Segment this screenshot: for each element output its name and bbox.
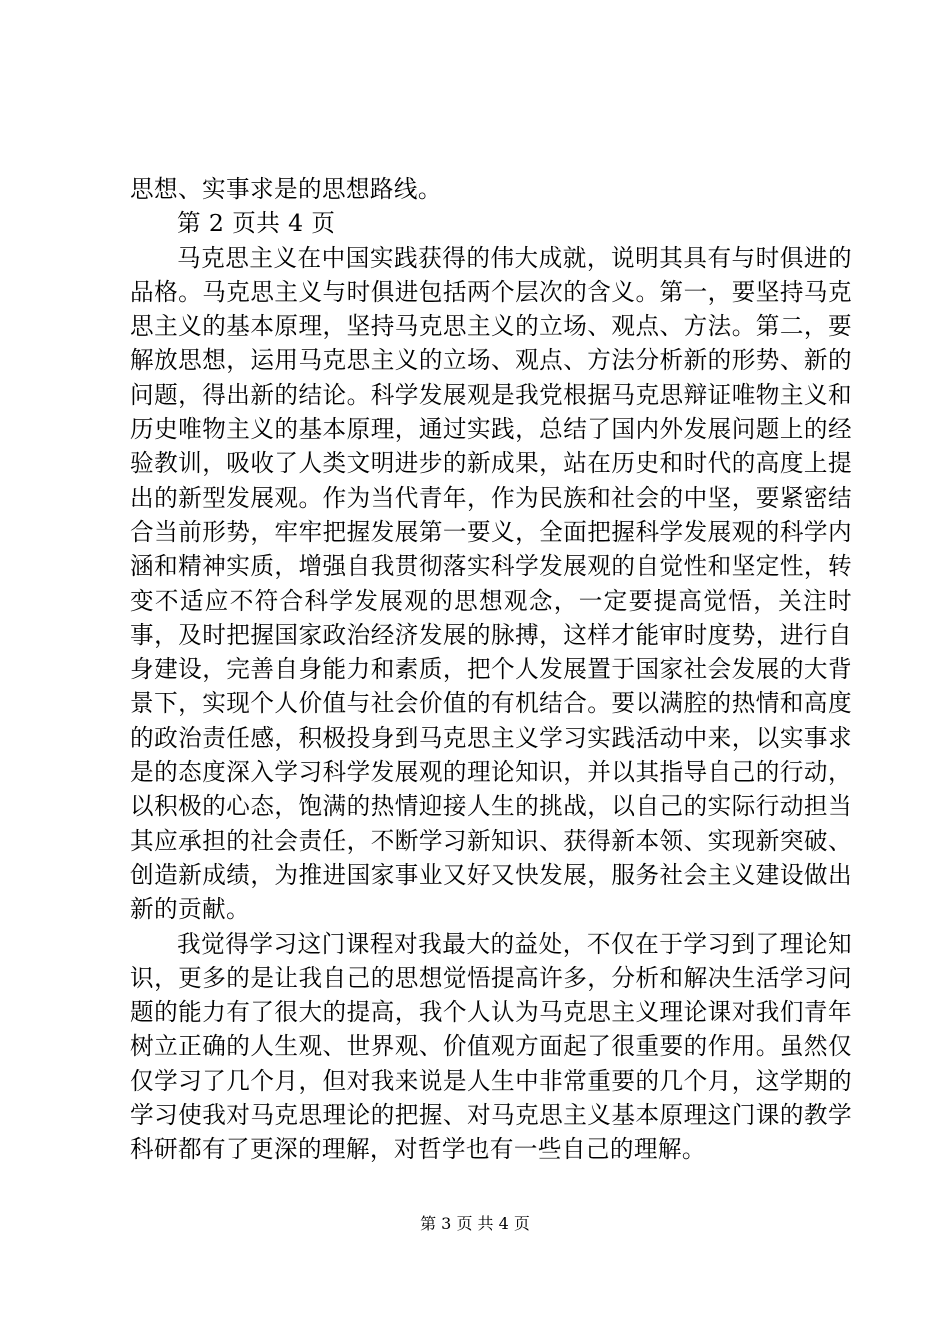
document-body	[130, 172, 852, 1167]
body-paragraph: 马克思主义在中国实践获得的伟大成就，说明其具有与时俱进的品格。马克思主义与时俱进包括两个层次的含义。第一，要坚持马克思主义的基本原理，坚持马克思主义的立场、观点、方法。第二，要解放思想，运用马克思主义的立场、观点、方法分析新的形势、新的问题，得出新的结论。科学发展观是我党根据马克思辩证唯物主义和历史唯物主义的基本原理，通过实践，总结了国内外发展问题上的经验教训，吸收了人类文明进步的新成果，站在历史和时代的高度上提出的新型发展观。作为当代青年，作为民族和社会的中坚，要紧密结合当前形势，牢牢把握发展第一要义，全面把握科学发展观的科学内涵和精神实质，增强自我贯彻落实科学发展观的自觉性和坚定性，转变不适应不符合科学发展观的思想观念，一定要提高觉悟，关注时事，及时把握国家政治经济发展的脉搏，这样才能审时度势，进行自身建设，完善自身能力和素质，把个人发展置于国家社会发展的大背景下，实现个人价值与社会价值的有机结合。要以满腔的热情和高度的政治责任感，积极投身到马克思主义学习实践活动中来，以实事求是的态度深入学习科学发展观的理论知识，并以其指导自己的行动，以积极的心态，饱满的热情迎接人生的挑战，以自己的实际行动担当其应承担的社会责任，不断学习新知识、获得新本领、实现新突破、创造新成绩，为推进国家事业又好又快发展，服务社会主义建设做出新的贡献。	[130, 243, 852, 924]
lead-line: 思想、实事求是的思想路线。	[130, 175, 442, 203]
inline-page-marker: 第 2 页共 4 页	[177, 209, 336, 238]
body-paragraph: 我觉得学习这门课程对我最大的益处，不仅在于学习到了理论知识，更多的是让我自己的思想觉悟提高许多，分析和解决生活学习问题的能力有了很大的提高，我个人认为马克思主义理论课对我们青年树立正确的人生观、世界观、价值观方面起了很重要的作用。虽然仅仅学习了几个月，但对我来说是人生中非常重要的几个月，这学期的学习使我对马克思理论的把握、对马克思主义基本原理这门课的教学科研都有了更深的理解，对哲学也有一些自己的理解。	[130, 929, 852, 1164]
page-footer: 第 3 页 共 4 页	[420, 1214, 530, 1233]
